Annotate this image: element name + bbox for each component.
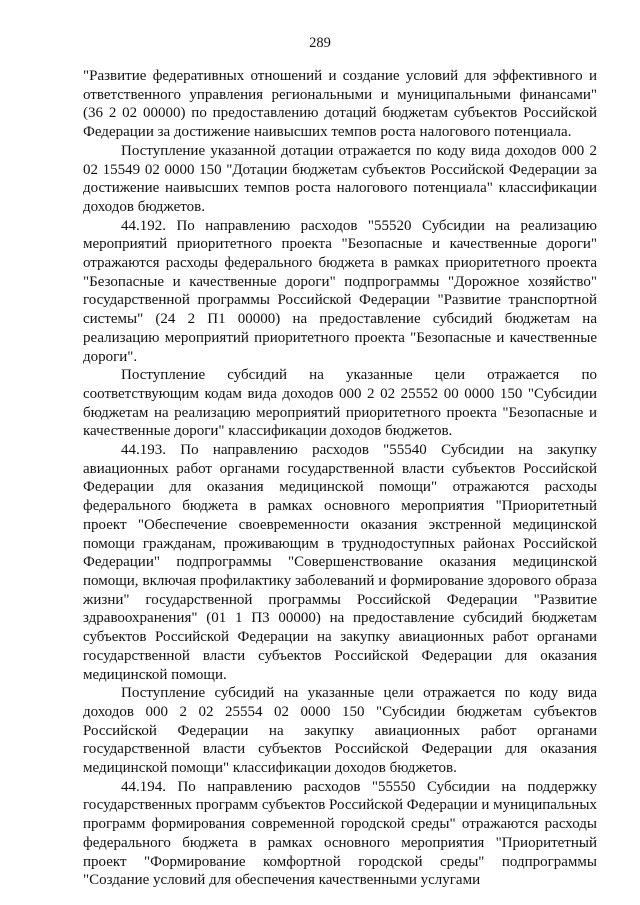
page-number: 289: [309, 35, 331, 51]
paragraph: Поступление субсидий на указанные цели отражается по соответствующим кодам вида доходов 000 2 02 25552 00 0000 150 "Субсидии бюджетам на реализацию мероприятий приоритетного проекта "Безопасные и качественные дороги" классификации доходов бюджетов.: [83, 367, 597, 440]
paragraph: Поступление указанной дотации отражается по коду вида доходов 000 2 02 15549 02 0000 150 "Дотации бюджетам субъектов Российской Федерации за достижение наивысших темпов роста налогового потенциала" классификации доходов бюджетов.: [83, 142, 597, 215]
paragraph: Поступление субсидий на указанные цели отражается по коду вида доходов 000 2 02 25554 02 0000 150 "Субсидии бюджетам субъектов Российской Федерации на закупку авиационных работ органами государственной власти субъектов Российской Федерации для оказания медицинской помощи" классификации доходов бюджетов.: [83, 685, 597, 777]
paragraph: 44.193. По направлению расходов "55540 Субсидии на закупку авиационных работ органами государственной власти субъектов Российской Федерации для оказания медицинской помощи" отражаются расходы федерального бюджета в рамках основного мероприятия "Приоритетный проект "Обеспечение своевременности оказания экстренной медицинской помощи гражданам, проживающим в труднодоступных районах Российской Федерации" подпрограммы "Совершенствование оказания медицинской помощи, включая профилактику заболеваний и формирование здорового образа жизни" государственной программы Российской Федерации "Развитие здравоохранения" (01 1 П3 00000) на предоставление субсидий бюджетам субъектов Российской Федерации на закупку авиационных работ органами государственной власти субъектов Российской Федерации для оказания медицинской помощи.: [83, 442, 597, 683]
document-body: [83, 67, 597, 890]
paragraph: 44.194. По направлению расходов "55550 Субсидии на поддержку государственных программ субъектов Российской Федерации и муниципальных программ формирования современной городской среды" отражаются расходы федерального бюджета в рамках основного мероприятия "Приоритетный проект "Формирование комфортной городской среды" подпрограммы "Создание условий для обеспечения качественными услугами: [83, 778, 597, 889]
paragraph: "Развитие федеративных отношений и создание условий для эффективного и ответственного управления региональными и муниципальными финансами" (36 2 02 00000) по предоставлению дотаций бюджетам субъектов Российской Федерации за достижение наивысших темпов роста налогового потенциала.: [83, 68, 597, 141]
paragraph: 44.192. По направлению расходов "55520 Субсидии на реализацию мероприятий приоритетного проекта "Безопасные и качественные дороги" отражаются расходы федерального бюджета в рамках приоритетного проекта "Безопасные и качественные дороги" подпрограммы "Дорожное хозяйство" государственной программы Российской Федерации "Развитие транспортной системы" (24 2 П1 00000) на предоставление субсидий бюджетам на реализацию мероприятий приоритетного проекта "Безопасные и качественные дороги".: [83, 217, 597, 365]
